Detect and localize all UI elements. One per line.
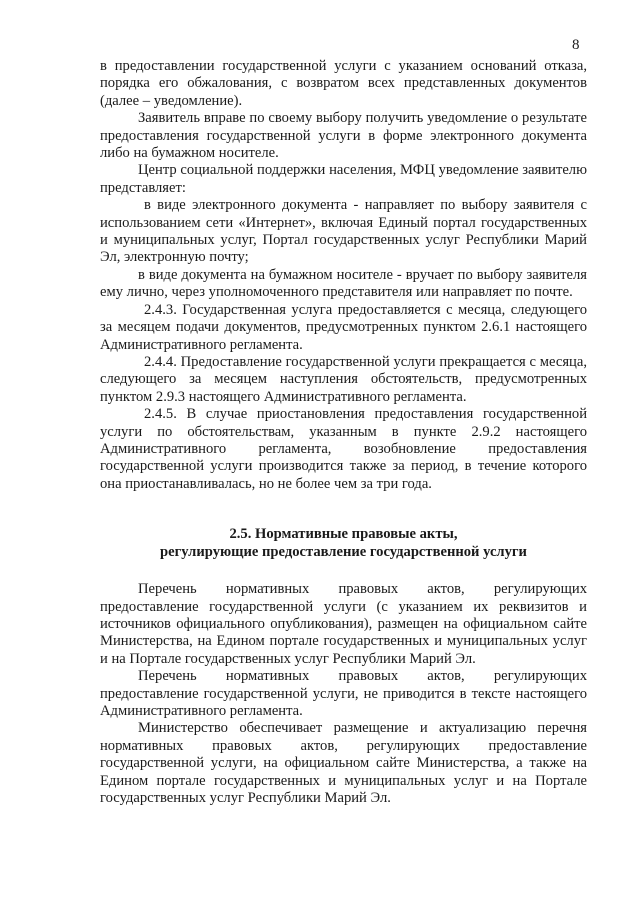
paragraph-applicant-choice: Заявитель вправе по своему выбору получить уведомление о результате предоставления государственной услуги в форме электронного документа либо на бумажном носителе. xyxy=(100,110,587,162)
paragraph-center-notifies: Центр социальной поддержки населения, МФЦ уведомление заявителю представляет: xyxy=(100,162,587,196)
document-body xyxy=(100,58,587,807)
paragraph-ministry-updates: Министерство обеспечивает размещение и актуализацию перечня нормативных правовых актов, регулирующих предоставление государственной услуги, на официальном сайте Министерства, а также на Едином портале государственных и муниципальных услуг и на Портале государственных услуг Республики Марий Эл. xyxy=(100,720,587,807)
paragraph-electronic-form: в виде электронного документа - направляет по выбору заявителя с использованием сети «Интернет», включая Единый портал государственных и муниципальных услуг, Портал государственных услуг Республики Марий Эл, электронную почту; xyxy=(100,197,587,266)
paragraph-2-4-4: 2.4.4. Предоставление государственной услуги прекращается с месяца, следующего за месяцем наступления обстоятельств, предусмотренных пунктом 2.9.3 настоящего Административного регламента. xyxy=(100,353,587,405)
paragraph-notice-continuation: в предоставлении государственной услуги с указанием оснований отказа, порядка его обжалования, с возвратом всех представленных документов (далее – уведомление). xyxy=(100,58,587,109)
paragraph-acts-list-published: Перечень нормативных правовых актов, регулирующих предоставление государственной услуги (с указанием их реквизитов и источников официального опубликования), размещен на официальном сайте Министерства, на Едином портале государственных и муниципальных услуг и на Портале государственных услуг Республики Марий Эл. xyxy=(100,581,587,667)
section-title-line1: 2.5. Нормативные правовые акты, xyxy=(229,526,458,543)
paragraph-acts-list-not-included: Перечень нормативных правовых актов, регулирующих предоставление государственной услуги, не приводится в тексте настоящего Административного регламента. xyxy=(100,668,587,719)
paragraph-paper-form: в виде документа на бумажном носителе - вручает по выбору заявителя ему лично, через уполномоченного представителя или направляет по почте. xyxy=(100,266,587,301)
page-number: 8 xyxy=(572,37,580,53)
section-heading-2-5 xyxy=(100,525,587,561)
paragraph-2-4-5: 2.4.5. В случае приостановления предоставления государственной услуги по обстоятельствам, указанным в пункте 2.9.2 настоящего Административного регламента, возобновление предоставления государственной услуги производится также за период, в течение которого она приостанавливалась, но не более чем за три года. xyxy=(100,406,587,492)
section-title-line2: регулирующие предоставление государственной услуги xyxy=(160,544,527,561)
paragraph-2-4-3: 2.4.3. Государственная услуга предоставляется с месяца, следующего за месяцем подачи документов, предусмотренных пунктом 2.6.1 настоящего Административного регламента. xyxy=(100,301,587,353)
